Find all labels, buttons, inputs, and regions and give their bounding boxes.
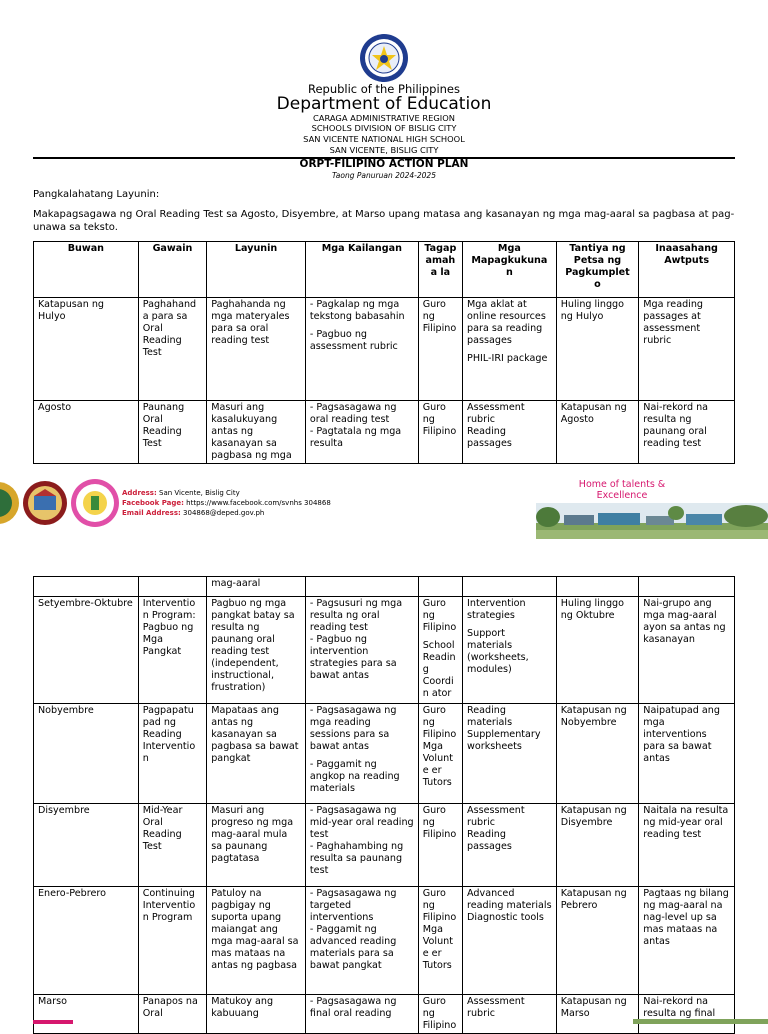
cell-line: Intervention strategies: [467, 598, 526, 621]
cell-buwan: Nobyembre: [34, 704, 139, 804]
table-row: [34, 401, 735, 464]
cell-mapagkukunan: [463, 597, 557, 704]
action-plan-table-page2: [33, 576, 735, 1034]
seal-logo: [70, 478, 120, 528]
cell-petsa: Katapusan ng Agosto: [556, 401, 639, 464]
facebook-link[interactable]: https://www.facebook.com/svnhs 304868: [186, 499, 331, 507]
school-campus-photo: [536, 503, 768, 539]
cell-layunin: mag-aaral: [207, 577, 306, 597]
cell-gawain: Panapos na Oral: [138, 995, 206, 1034]
cell-petsa: Huling linggo ng Hulyo: [556, 298, 639, 401]
cell-gawain: Mid-Year Oral Reading Test: [138, 804, 206, 887]
cell-gawain: Continuing Interventio n Program: [138, 887, 206, 995]
table-row: [34, 995, 735, 1034]
cell-petsa: Huling linggo ng Oktubre: [556, 597, 639, 704]
cell-awtputs: Nai-rekord na resulta ng paunang oral reading test: [639, 401, 735, 464]
cell-kailangan: [305, 704, 418, 804]
cell-tagapamahala: [418, 597, 462, 704]
cell-layunin: Masuri ang kasalukuyang antas ng kasanayan sa pagbasa ng mga: [207, 401, 306, 464]
cell-layunin: Pagbuo ng mga pangkat batay sa resulta ng paunang oral reading test (independent, instructional, frustration): [207, 597, 306, 704]
address-label: Address:: [122, 489, 157, 497]
cell-layunin: Mapataas ang antas ng kasanayan sa pagbasa sa bawat pangkat: [207, 704, 306, 804]
school-label: SAN VICENTE NATIONAL HIGH SCHOOL: [303, 134, 465, 144]
cell-petsa: Katapusan ng Nobyembre: [556, 704, 639, 804]
table-header-row: [34, 242, 735, 298]
document-title: ORPT-FILIPINO ACTION PLAN: [299, 158, 469, 170]
cell-buwan: Setyembre-Oktubre: [34, 597, 139, 704]
republic-label: Republic of the Philippines: [307, 82, 461, 96]
table-row: [34, 887, 735, 995]
column-header: Inaasahang Awtputs: [639, 242, 735, 298]
cell-mapagkukunan: Assessment rubric: [463, 995, 557, 1034]
cell-mapagkukunan: Assessment rubric Reading passages: [463, 804, 557, 887]
department-label: Department of Education: [276, 94, 492, 114]
email-label: Email Address:: [122, 509, 181, 517]
school-logo: [22, 480, 68, 526]
table-row: [34, 704, 735, 804]
cell-awtputs: Mga reading passages at assessment rubric: [639, 298, 735, 401]
cell-tagapamahala: Guro ng Filipino Mga Volunte er Tutors: [418, 704, 462, 804]
general-objective-text: Makapagsagawa ng Oral Reading Test sa Agosto, Disyembre, at Marso upang matasa ang kasanayan ng mga mag-aaral sa pagbasa at pag-unawa sa teksto.: [33, 209, 735, 233]
cell-petsa: Katapusan ng Pebrero: [556, 887, 639, 995]
cell-tagapamahala: Guro ng Filipino: [418, 995, 462, 1034]
cell-gawain: Paghahand a para sa Oral Reading Test: [138, 298, 206, 401]
cell-buwan: Enero-Pebrero: [34, 887, 139, 995]
cell-line: Mga aklat at online resources para sa reading passages: [467, 299, 546, 346]
action-plan-table-page1: [33, 241, 735, 464]
column-header: Buwan: [34, 242, 139, 298]
email-link[interactable]: 304868@deped.gov.ph: [183, 509, 265, 517]
column-header: Layunin: [207, 242, 306, 298]
cell-kailangan: - Pagsasagawa ng targeted interventions - Paggamit ng advanced reading materials para sa bawat pangkat: [305, 887, 418, 995]
column-header: Mga Kailangan: [305, 242, 418, 298]
cell-kailangan: [305, 298, 418, 401]
cell-buwan: Disyembre: [34, 804, 139, 887]
cell-tagapamahala: Guro ng Filipino: [418, 804, 462, 887]
cell-kailangan: - Pagsasagawa ng oral reading test - Pagtatala ng mga resulta: [305, 401, 418, 464]
cell-mapagkukunan: Advanced reading materials Diagnostic tools: [463, 887, 557, 995]
cell-line: PHIL-IRI package: [467, 353, 548, 364]
facebook-label: Facebook Page:: [122, 499, 184, 507]
school-tagline: Home of talents & Excellence: [578, 479, 666, 501]
cell-layunin: Matukoy ang kabuuang: [207, 995, 306, 1034]
cell-mapagkukunan: Reading materials Supplementary worksheets: [463, 704, 557, 804]
table-row: [34, 597, 735, 704]
cell-awtputs: Nai-rekord na resulta ng final: [639, 995, 735, 1034]
table-row: [34, 298, 735, 401]
division-label: SCHOOLS DIVISION OF BISLIG CITY: [311, 123, 457, 133]
cell-line: Support materials (worksheets, modules): [467, 628, 529, 675]
column-header: Tantiya ng Petsa ng Pagkumplet o: [556, 242, 639, 298]
address-value: San Vicente, Bislig City: [159, 489, 240, 497]
cell-awtputs: Naipatupad ang mga interventions para sa bawat antas: [639, 704, 735, 804]
general-objective-label: Pangkalahatang Layunin:: [33, 189, 160, 200]
cell-kailangan: - Pagsusuri ng mga resulta ng oral reading test - Pagbuo ng intervention strategies para sa bawat antas: [305, 597, 418, 704]
cell-layunin: Masuri ang progreso ng mga mag-aaral mula sa paunang pagtatasa: [207, 804, 306, 887]
school-location-label: SAN VICENTE, BISLIG CITY: [329, 145, 439, 155]
column-header: Gawain: [138, 242, 206, 298]
region-label: CARAGA ADMINISTRATIVE REGION: [313, 113, 455, 123]
school-year: Taong Panuruan 2024-2025: [332, 171, 436, 180]
cell-kailangan: - Pagsasagawa ng final oral reading: [305, 995, 418, 1034]
cell-line: School Readin g Coordin ator: [422, 640, 456, 699]
cell-gawain: Paunang Oral Reading Test: [138, 401, 206, 464]
cell-mapagkukunan: [463, 298, 557, 401]
cell-line: - Pagbuo ng assessment rubric: [309, 329, 398, 352]
cell-gawain: Pagpapatu pad ng Reading Interventio n: [138, 704, 206, 804]
cell-layunin: Patuloy na pagbigay ng suporta upang maiangat ang mga mag-aaral sa mas mataas na antas ng pagbasa: [207, 887, 306, 995]
deped-seal-logo: [359, 33, 409, 83]
column-header: Tagap amaha la: [418, 242, 462, 298]
cell-tagapamahala: Guro ng Filipino: [418, 401, 462, 464]
cell-awtputs: Pagtaas ng bilang ng mag-aaral na nag-level up sa mas mataas na antas: [639, 887, 735, 995]
column-header: Mga Mapagkukuna n: [463, 242, 557, 298]
cell-buwan: Agosto: [34, 401, 139, 464]
cell-line: Guro ng Filipino: [422, 598, 457, 633]
cell-petsa: Katapusan ng Disyembre: [556, 804, 639, 887]
cell-buwan: Katapusan ng Hulyo: [34, 298, 139, 401]
cell-kailangan: - Pagsasagawa ng mid-year oral reading test - Paghahambing ng resulta sa paunang test: [305, 804, 418, 887]
table-row: [34, 804, 735, 887]
cell-line: - Pagkalap ng mga tekstong babasahin: [309, 299, 405, 322]
footer-decor-strip: [33, 1018, 768, 1024]
cell-awtputs: Nai-grupo ang mga mag-aaral ayon sa antas ng kasanayan: [639, 597, 735, 704]
cell-mapagkukunan: Assessment rubric Reading passages: [463, 401, 557, 464]
cell-line: - Paggamit ng angkop na reading materials: [309, 759, 400, 794]
cell-tagapamahala: Guro ng Filipino Mga Volunte er Tutors: [418, 887, 462, 995]
cell-buwan: Marso: [34, 995, 139, 1034]
partial-logo: [0, 480, 20, 526]
cell-layunin: Paghahanda ng mga materyales para sa oral reading test: [207, 298, 306, 401]
cell-line: - Pagsasagawa ng mga reading sessions para sa bawat antas: [309, 705, 397, 752]
cell-petsa: Katapusan ng Marso: [556, 995, 639, 1034]
cell-awtputs: Naitala na resulta ng mid-year oral reading test: [639, 804, 735, 887]
table-row-continuation: [34, 577, 735, 597]
cell-gawain: Interventio n Program: Pagbuo ng Mga Pangkat: [138, 597, 206, 704]
cell-tagapamahala: Guro ng Filipino: [418, 298, 462, 401]
contact-info: [122, 488, 331, 518]
